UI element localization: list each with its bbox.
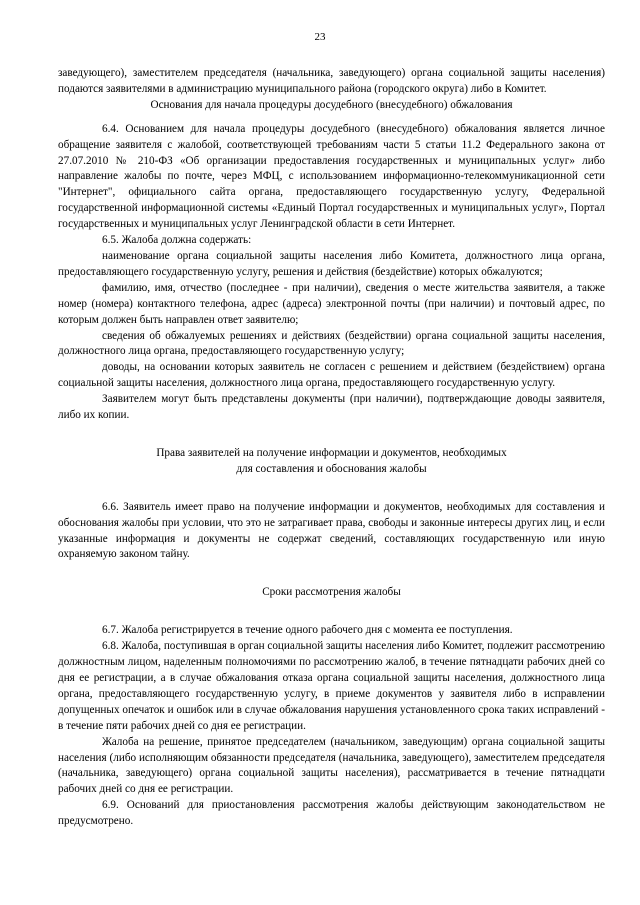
paragraph-6-4: 6.4. Основанием для начала процедуры досудебного (внесудебного) обжалования является личное обращение заявителя с жалобой, соответствующей требованиям части 5 статьи 11.2 Федерального закона от 27.07.2010 № 210-ФЗ «Об организации предоставления государственных и муниципальных услуг» либо направление жалобы по почте, через МФЦ, с использованием информационно-телекоммуникационной сети "Интернет", официального сайта органа, предоставляющего государственную услугу, Федеральной государственной информационной системы «Единый Портал государственных и муниципальных услуг», Портал государственных и муниципальных услуг Ленинградской области в сети Интернет. (58, 122, 605, 231)
section-heading-grounds: Основания для начала процедуры досудебного (внесудебного) обжалования (150, 98, 513, 111)
paragraph-6-5-item-1: наименование органа социальной защиты населения либо Комитета, должностного лица органа, предоставляющего государственную услугу, решения и действия (бездействие) которых обжалуются; (58, 249, 605, 278)
paragraph-6-5-item-5: Заявителем могут быть представлены документы (при наличии), подтверждающие доводы заявителя, либо их копии. (58, 393, 605, 422)
paragraph-6-5: 6.5. Жалоба должна содержать: (102, 234, 252, 247)
paragraph-6-5-item-4: доводы, на основании которых заявитель не согласен с решением и действием (бездействием) органа социальной защиты населения, должностного лица органа, предоставляющего государственную услугу. (58, 361, 605, 390)
paragraph-6-9: 6.9. Оснований для приостановления рассмотрения жалобы действующим законодательством не предусмотрено. (58, 799, 605, 828)
page-number: 23 (314, 31, 326, 43)
paragraph-6-8-b: Жалоба на решение, принятое председателем (начальником, заведующим) органа социальной защиты населения (либо исполняющим обязанности председателя (начальника, заведующего), заместителем председателя (начальника, заведующего) органа социальной защиты населения), рассматривается в течение пятнадцати рабочих дней со дня ее регистрации. (58, 735, 605, 796)
paragraph-6-5-item-3: сведения об обжалуемых решениях и действиях (бездействии) органа социальной защиты населения, должностного лица органа, предоставляющего государственную услугу; (58, 329, 605, 358)
paragraph-6-6: 6.6. Заявитель имеет право на получение информации и документов, необходимых для составления и обоснования жалобы при условии, что это не затрагивает права, свободы и законные интересы других лиц, и если указанные информация и документы не содержат сведений, составляющих государственную или иную охраняемую законом тайну. (58, 500, 605, 561)
paragraph-6-5-item-2: фамилию, имя, отчество (последнее - при наличии), сведения о месте жительства заявителя, а также номер (номера) контактного телефона, адрес (адреса) электронной почты (при наличии) и почтовый адрес, по которым должен быть направлен ответ заявителю; (58, 281, 605, 326)
document-body (58, 66, 605, 830)
paragraph-continuation: заведующего), заместителем председателя (начальника, заведующего) органа социальной защиты населения) подаются заявителями в администрацию муниципального района (городского округа) либо в Комитет. (58, 67, 605, 95)
section-heading-rights-line-2: для составления и обоснования жалобы (236, 462, 427, 475)
paragraph-6-7: 6.7. Жалоба регистрируется в течение одного рабочего дня с момента ее поступления. (102, 624, 513, 637)
section-heading-rights-line-1: Права заявителей на получение информации и документов, необходимых (156, 446, 507, 459)
paragraph-6-8: 6.8. Жалоба, поступившая в орган социальной защиты населения либо Комитет, подлежит рассмотрению должностным лицом, наделенным полномочиями по рассмотрению жалоб, в течение пятнадцати рабочих дней со дня ее регистрации, а в случае обжалования отказа органа социальной защиты населения, должностного лица органа, предоставляющего государственную услугу, в приеме документов у заявителя либо в исправлении допущенных опечаток и ошибок или в случае обжалования нарушения установленного срока таких исправлений - в течение пяти рабочих дней со дня ее регистрации. (58, 640, 606, 732)
section-heading-deadlines: Сроки рассмотрения жалобы (262, 586, 401, 599)
